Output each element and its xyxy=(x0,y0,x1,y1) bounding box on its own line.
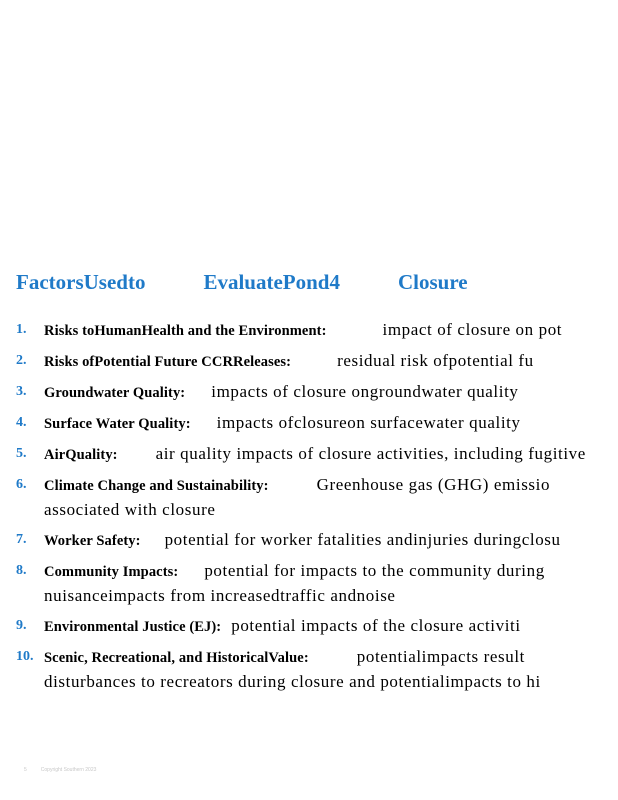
item-term: Climate Change and Sustainability: xyxy=(44,478,269,494)
item-description: potentialimpacts result xyxy=(356,647,525,666)
list-item xyxy=(0,645,618,694)
item-description: residual risk ofpotential fu xyxy=(337,351,534,370)
item-description: Greenhouse gas (GHG) emissio xyxy=(316,475,551,494)
item-description-continued: associated with closure xyxy=(44,500,216,519)
item-term: Scenic, Recreational, and HistoricalValue: xyxy=(44,650,309,666)
list-item xyxy=(0,614,618,639)
item-number: 1. xyxy=(16,322,27,337)
item-term: AirQuality: xyxy=(44,447,118,463)
item-term: Environmental Justice (EJ): xyxy=(44,619,222,635)
copyright-notice: Copyright Southern 2023 xyxy=(40,767,97,773)
item-description-continued: disturbances to recreators during closure and potentialimpacts to hi xyxy=(44,672,541,691)
list-item xyxy=(0,559,618,608)
list-item xyxy=(0,411,618,436)
page-number: 5 xyxy=(24,767,27,773)
item-number: 7. xyxy=(16,532,27,547)
item-description: potential impacts of the closure activiti xyxy=(231,616,521,635)
page-title xyxy=(16,270,468,295)
item-description: air quality impacts of closure activities, including fugitive xyxy=(155,444,586,463)
factors-list xyxy=(0,318,618,694)
item-description: potential for worker fatalities andinjuries duringclosu xyxy=(164,530,561,549)
page-footer xyxy=(24,767,110,773)
item-term: Risks ofPotential Future CCRReleases: xyxy=(44,354,292,370)
item-term: Groundwater Quality: xyxy=(44,385,186,401)
title-part-3: Closure xyxy=(398,270,468,294)
list-item xyxy=(0,318,618,343)
item-term: Risks toHumanHealth and the Environment: xyxy=(44,323,327,339)
item-description: impacts of closure ongroundwater quality xyxy=(211,382,519,401)
item-number: 10. xyxy=(16,649,34,664)
list-item xyxy=(0,442,618,467)
item-number: 5. xyxy=(16,446,27,461)
item-description: impact of closure on pot xyxy=(382,320,563,339)
list-item xyxy=(0,473,618,522)
list-item xyxy=(0,349,618,374)
item-number: 4. xyxy=(16,415,27,430)
title-part-1: FactorsUsedto xyxy=(16,270,146,294)
item-description: potential for impacts to the community during xyxy=(204,561,545,580)
item-number: 2. xyxy=(16,353,27,368)
item-term: Community Impacts: xyxy=(44,564,179,580)
title-part-2: EvaluatePond4 xyxy=(203,270,340,294)
item-term: Surface Water Quality: xyxy=(44,416,191,432)
item-number: 9. xyxy=(16,618,27,633)
item-number: 6. xyxy=(16,477,27,492)
item-term: Worker Safety: xyxy=(44,533,141,549)
item-number: 8. xyxy=(16,563,27,578)
item-description: impacts ofclosureon surfacewater quality xyxy=(216,413,521,432)
item-description-continued: nuisanceimpacts from increasedtraffic andnoise xyxy=(44,586,396,605)
item-number: 3. xyxy=(16,384,27,399)
list-item xyxy=(0,528,618,553)
list-item xyxy=(0,380,618,405)
